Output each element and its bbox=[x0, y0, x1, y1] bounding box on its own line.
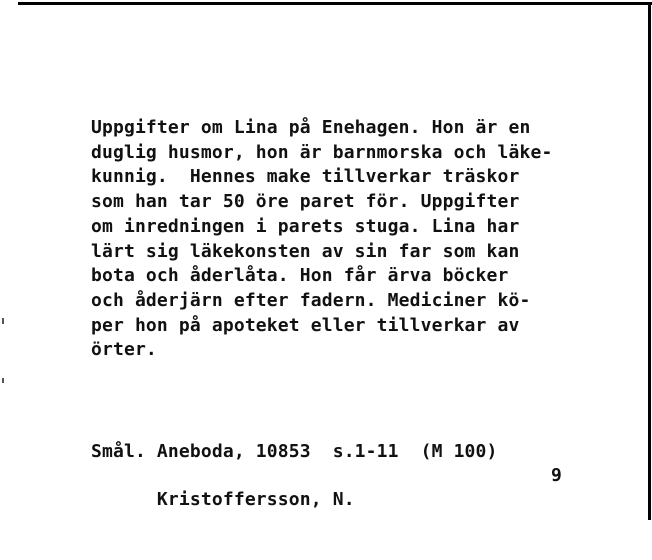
location-reference: Smål. Aneboda, 10853 s.1-11 (M 100) bbox=[91, 441, 498, 462]
author-name: Kristoffersson, N. bbox=[156, 489, 355, 510]
body-line: bota och åderlåta. Hon får ärva böcker bbox=[91, 265, 509, 287]
page-number: 9 bbox=[551, 465, 562, 486]
body-line: som han tar 50 öre paret för. Uppgifter bbox=[91, 191, 520, 213]
body-line: lärt sig läkekonsten av sin far som kan bbox=[91, 240, 520, 262]
card-footer bbox=[91, 440, 571, 510]
body-line: Uppgifter om Lina på Enehagen. Hon är en bbox=[91, 117, 531, 138]
card-top-border bbox=[18, 2, 652, 5]
left-edge-mark bbox=[2, 318, 4, 324]
body-line: kunnig. Hennes make tillverkar träskor bbox=[91, 166, 520, 188]
author-row bbox=[91, 464, 571, 510]
left-edge-mark bbox=[2, 378, 4, 383]
body-line: per hon på apoteket eller tillverkar av bbox=[91, 314, 520, 336]
body-line: örter. bbox=[91, 339, 157, 361]
card-right-border bbox=[648, 2, 651, 520]
body-line: duglig husmor, hon är barnmorska och läke- bbox=[91, 141, 553, 163]
card-body-text bbox=[91, 116, 636, 363]
body-line: om inredningen i parets stuga. Lina har bbox=[91, 215, 520, 237]
body-line: och åderjärn efter fadern. Mediciner kö- bbox=[91, 289, 531, 311]
